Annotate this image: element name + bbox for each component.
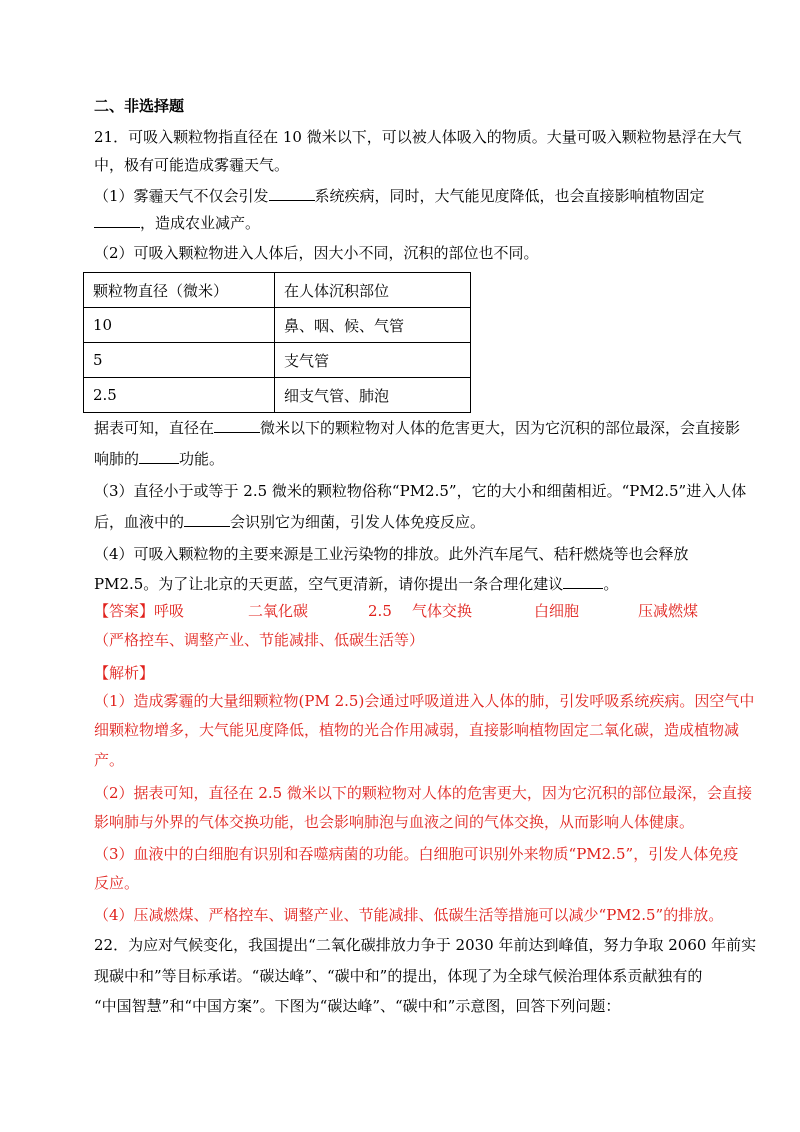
particle-table xyxy=(83,272,471,413)
answer-blank xyxy=(94,213,140,228)
q22-line-1: 22．为应对气候变化，我国提出“二氧化碳排放力争于 2030 年前达到峰值，努力争取 2060 年前实 xyxy=(94,936,757,954)
q21-part2-text-c: 响肺的 xyxy=(94,450,140,468)
table-cell: 支气管 xyxy=(275,343,471,378)
section-title: 二、非选择题 xyxy=(94,97,185,115)
analysis-1-line-2: 细颗粒物增多，大气能见度降低，植物的光合作用减弱，直接影响植物固定二氧化碳，造成植物减 xyxy=(94,721,740,739)
q21-part4-text-c: 。 xyxy=(603,575,619,593)
table-cell: 5 xyxy=(84,343,275,378)
table-cell: 2.5 xyxy=(84,378,275,413)
q21-part4-line-2 xyxy=(94,574,618,594)
q21-part3-text-b: 后，血液中的 xyxy=(94,513,185,531)
analysis-1-line-1: （1）造成雾霾的大量细颗粒物(PM 2.5)会通过呼吸道进入人体的肺，引发呼吸系统疾病。因空气中 xyxy=(94,692,755,710)
answer-blank xyxy=(139,449,179,464)
table-header-cell: 颗粒物直径（微米） xyxy=(84,273,275,308)
q21-stem-line-2: 中，极有可能造成雾霾天气。 xyxy=(94,156,290,174)
answer-item: 气体交换 xyxy=(412,602,473,620)
q21-part2-text-b: 微米以下的颗粒物对人体的危害更大，因为它沉积的部位最深，会直接影 xyxy=(260,419,741,437)
table-header-row xyxy=(84,273,471,308)
q21-part2-intro: （2）可吸入颗粒物进入人体后，因大小不同，沉积的部位也不同。 xyxy=(94,244,539,262)
answer-item: 压减燃煤 xyxy=(638,602,699,620)
table-row xyxy=(84,343,471,378)
table-cell: 细支气管、肺泡 xyxy=(275,378,471,413)
q21-part1-text-a: （1）雾霾天气不仅会引发 xyxy=(94,187,269,205)
q22-line-2: 现碳中和”等目标承诺。“碳达峰”、“碳中和”的提出，体现了为全球气候治理体系贡献独有的 xyxy=(94,967,703,985)
answer-item: 呼吸 xyxy=(154,602,185,620)
q21-part2-after-line-1 xyxy=(94,418,740,438)
analysis-1-line-3: 产。 xyxy=(94,751,125,769)
analysis-4-line: （4）压减燃煤、严格控车、调整产业、节能减排、低碳生活等措施可以减少“PM2.5”的排放。 xyxy=(94,906,724,924)
answer-continuation: （严格控车、调整产业、节能减排、低碳生活等） xyxy=(94,631,425,649)
q21-part1-line-1 xyxy=(94,186,705,206)
answer-blank xyxy=(269,186,315,201)
q21-part4-line-1: （4）可吸入颗粒物的主要来源是工业污染物的排放。此外汽车尾气、秸秆燃烧等也会释放 xyxy=(94,545,689,563)
answer-blank xyxy=(563,574,603,589)
q21-part1-line-2 xyxy=(94,213,260,233)
answer-blank xyxy=(184,512,230,527)
q22-line-3: “中国智慧”和“中国方案”。下图为“碳达峰”、“碳中和”示意图，回答下列问题： xyxy=(94,997,621,1015)
q21-part1-text-c: ，造成农业减产。 xyxy=(140,214,261,232)
analysis-2-line-2: 影响肺与外界的气体交换功能，也会影响肺泡与血液之间的气体交换，从而影响人体健康。 xyxy=(94,813,695,831)
table-cell: 10 xyxy=(84,308,275,343)
answer-label: 【答案】 xyxy=(94,602,155,620)
analysis-label: 【解析】 xyxy=(94,664,155,682)
analysis-3-line-2: 反应。 xyxy=(94,874,140,892)
analysis-3-line-1: （3）血液中的白细胞有识别和吞噬病菌的功能。白细胞可识别外来物质“PM2.5”，引发人体免疫 xyxy=(94,845,739,863)
q21-part1-text-b: 系统疾病，同时，大气能见度降低，也会直接影响植物固定 xyxy=(314,187,705,205)
answer-item: 二氧化碳 xyxy=(248,602,309,620)
q21-part2-text-a: 据表可知，直径在 xyxy=(94,419,215,437)
q21-part2-text-d: 功能。 xyxy=(179,450,225,468)
answer-line xyxy=(94,601,698,621)
q21-part2-after-line-2 xyxy=(94,449,224,469)
q21-part3-line-2 xyxy=(94,512,485,532)
q21-part3-text-c: 会识别它为细菌，引发人体免疫反应。 xyxy=(230,513,486,531)
table-row xyxy=(84,378,471,413)
table-row xyxy=(84,308,471,343)
q21-part4-text-b: PM2.5。为了让北京的天更蓝，空气更清新，请你提出一条合理化建议 xyxy=(94,575,564,593)
answer-blank xyxy=(214,418,260,433)
answer-item: 白细胞 xyxy=(534,602,580,620)
answer-item: 2.5 xyxy=(368,602,392,620)
table-cell: 鼻、咽、候、气管 xyxy=(275,308,471,343)
q21-stem-line-1: 21．可吸入颗粒物指直径在 10 微米以下，可以被人体吸入的物质。大量可吸入颗粒物悬浮在大气 xyxy=(94,128,742,146)
q21-part3-line-1: （3）直径小于或等于 2.5 微米的颗粒物俗称“PM2.5”，它的大小和细菌相近。“PM2.5”进入人体 xyxy=(94,482,747,500)
analysis-2-line-1: （2）据表可知，直径在 2.5 微米以下的颗粒物对人体的危害更大，因为它沉积的部位最深，会直接 xyxy=(94,784,752,802)
table-header-cell: 在人体沉积部位 xyxy=(275,273,471,308)
